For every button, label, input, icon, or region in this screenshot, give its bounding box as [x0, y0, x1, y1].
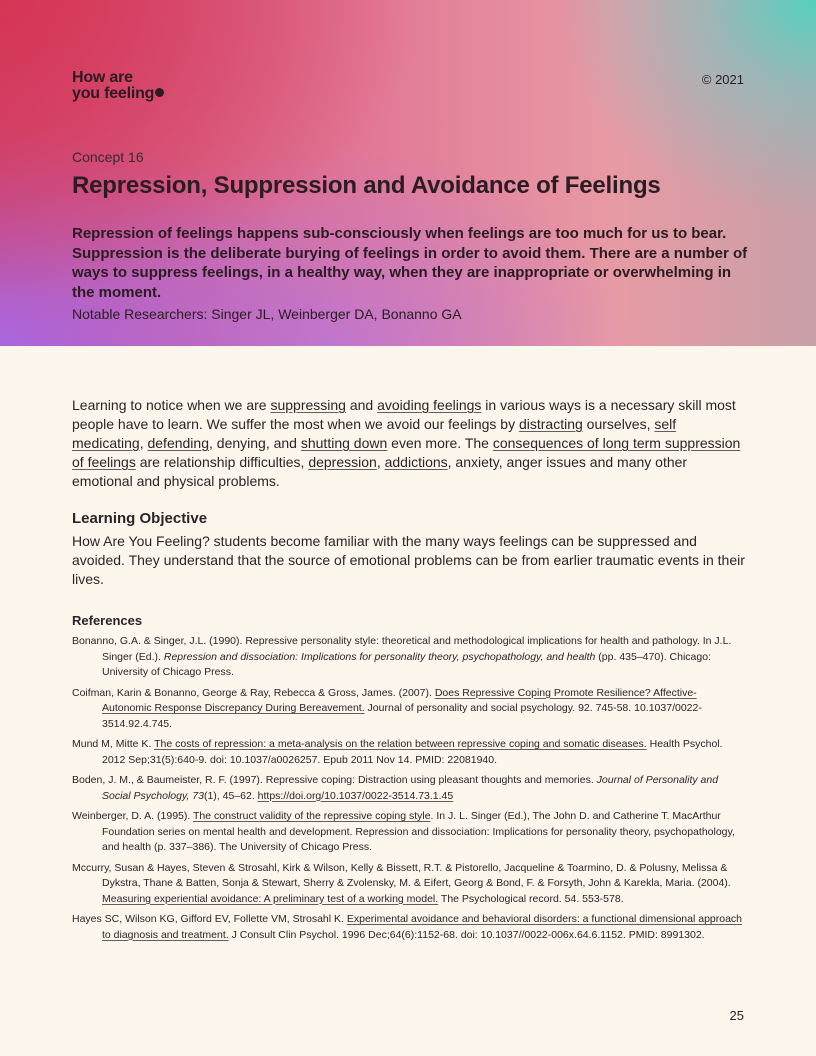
summary: Repression of feelings happens sub-consciously when feelings are too much for us to bear. Suppression is the deliberate burying of feelings in order to avoid them. There are a number of ways to suppress feelings, in a healthy way, when they are inappropriate or overwhelming in the moment. [72, 225, 748, 301]
notable-researchers: Notable Researchers: Singer JL, Weinberger DA, Bonanno GA [72, 306, 462, 322]
reference-item [72, 634, 746, 681]
header-banner [0, 0, 816, 346]
intro-text: , [376, 454, 385, 470]
ref-link[interactable]: Measuring experiential avoidance: A preliminary test of a working model. [102, 892, 439, 905]
ref-text: Health Psychol. 2012 Sep;31(5):640-9. doi: 10.1037/a0026257. Epub 2011 Nov 14. PMID: 22081940. [102, 738, 723, 766]
ref-link[interactable]: Does Repressive Coping Promote Resilience? Affective-Autonomic Response Discrepancy During Bereavement. [102, 686, 697, 714]
ref-text: (1), 45–62. [203, 789, 258, 802]
reference-item [72, 809, 746, 856]
copyright: © 2021 [701, 72, 744, 87]
intro-text: and [345, 397, 378, 413]
logo-line-1: How are [72, 69, 133, 86]
ref-text: Mund M, Mitte K. [72, 738, 155, 750]
intro-text: Learning to notice when we are [72, 397, 271, 413]
intro-text: even more. The [387, 435, 493, 451]
intro-text: , [139, 435, 148, 451]
ref-link[interactable]: Experimental avoidance and behavioral disorders: a functional dimensional approach to diagnosis and treatment. [102, 913, 743, 941]
learning-objective-heading: Learning Objective [72, 510, 208, 527]
ref-text: Hayes SC, Wilson KG, Gifford EV, Follette VM, Strosahl K. [72, 913, 347, 925]
intro-text: , denying, and [209, 435, 301, 451]
intro-text: in various ways is a necessary skill most people have to learn. We suffer the most when we avoid our feelings by [72, 397, 736, 432]
page-title: Repression, Suppression and Avoidance of Feelings [72, 172, 661, 199]
ref-link[interactable]: The costs of repression: a meta-analysis on the relation between repressive coping and somatic diseases. [154, 738, 647, 750]
ref-title: Journal of Personality and Social Psychology, 73 [102, 774, 719, 802]
logo-dot-icon [155, 88, 164, 97]
logo-line-2 [72, 86, 164, 102]
ref-text: (pp. 435–470). Chicago: University of Chicago Press. [102, 650, 711, 678]
ref-text: Bonanno, G.A. & Singer, J.L. (1990). Repressive personality style: theoretical and methodological implications for health and pathology. In J.L. Singer (Ed.). [72, 635, 732, 663]
concept-label: Concept 16 [72, 149, 144, 165]
link-avoiding-feelings[interactable]: avoiding feelings [377, 397, 482, 413]
ref-text: The Psychological record. 54. 553-578. [438, 892, 624, 905]
intro-text: are relationship difficulties, [135, 454, 309, 470]
references-list [72, 634, 746, 948]
reference-item [72, 912, 746, 943]
ref-text: Coifman, Karin & Bonanno, George & Ray, Rebecca & Gross, James. (2007). [72, 686, 435, 699]
ref-text: Journal of personality and social psychology. 92. 745-58. 10.1037/0022-3514.92.4.745. [102, 702, 702, 730]
link-consequences[interactable]: consequences of long term suppression of feelings [72, 435, 741, 470]
reference-item [72, 773, 746, 804]
references-heading: References [72, 613, 143, 628]
page-number: 25 [729, 1008, 744, 1023]
ref-text: Mccurry, Susan & Hayes, Steven & Strosahl, Kirk & Wilson, Kelly & Bissett, R.T. & Pistorello, Jacqueline & Toarmino, D. & Polusny, Melissa & Dykstra, Thane & Batten, Sonja & Stewart, Sherry & Zvolensky, M. & Eifert, Georg & Bond, F. & Forsyth, John & Karekla, Maria. (2004). [72, 861, 731, 889]
reference-item [72, 686, 746, 733]
link-suppressing[interactable]: suppressing [270, 397, 346, 413]
link-distracting[interactable]: distracting [518, 416, 583, 432]
intro-paragraph [72, 396, 748, 491]
link-addictions[interactable]: addictions [384, 454, 448, 470]
ref-doi-link[interactable]: https://doi.org/10.1037/0022-3514.73.1.45 [257, 789, 454, 802]
reference-item [72, 737, 746, 768]
link-defending[interactable]: defending [147, 435, 209, 451]
reference-item [72, 861, 746, 908]
learning-objective-text: How Are You Feeling? students become familiar with the many ways feelings can be suppressed and avoided. They understand that the source of emotional problems can be from earlier traumatic events in their lives. [72, 533, 745, 587]
intro-text: ourselves, [582, 416, 655, 432]
link-self-medicating[interactable]: self medicating [72, 416, 677, 451]
ref-text: Weinberger, D. A. (1995). [72, 810, 194, 822]
intro-text: , anxiety, anger issues and many other emotional and physical problems. [72, 454, 688, 489]
logo-line-2-text: you feeling [72, 85, 155, 102]
ref-text: J Consult Clin Psychol. 1996 Dec;64(6):1152-68. doi: 10.1037//0022-006x.64.6.1152. PMID: 8991302. [228, 928, 705, 941]
ref-text: . In J. L. Singer (Ed.), The John D. and Catherine T. MacArthur Foundation series on mental health and development. Repression and dissociation: Implications for personality theory, psychopathology, and health (p. 337–386). The University of Chicago Press. [102, 810, 735, 853]
ref-text: Boden, J. M., & Baumeister, R. F. (1997). Repressive coping: Distraction using pleasant thoughts and memories. [72, 774, 597, 786]
logo [72, 70, 164, 102]
link-depression[interactable]: depression [308, 454, 377, 470]
ref-title: Repression and dissociation: Implications for personality theory, psychopathology, and health [163, 650, 596, 663]
link-shutting-down[interactable]: shutting down [300, 435, 388, 451]
ref-link[interactable]: The construct validity of the repressive coping style [193, 810, 431, 822]
